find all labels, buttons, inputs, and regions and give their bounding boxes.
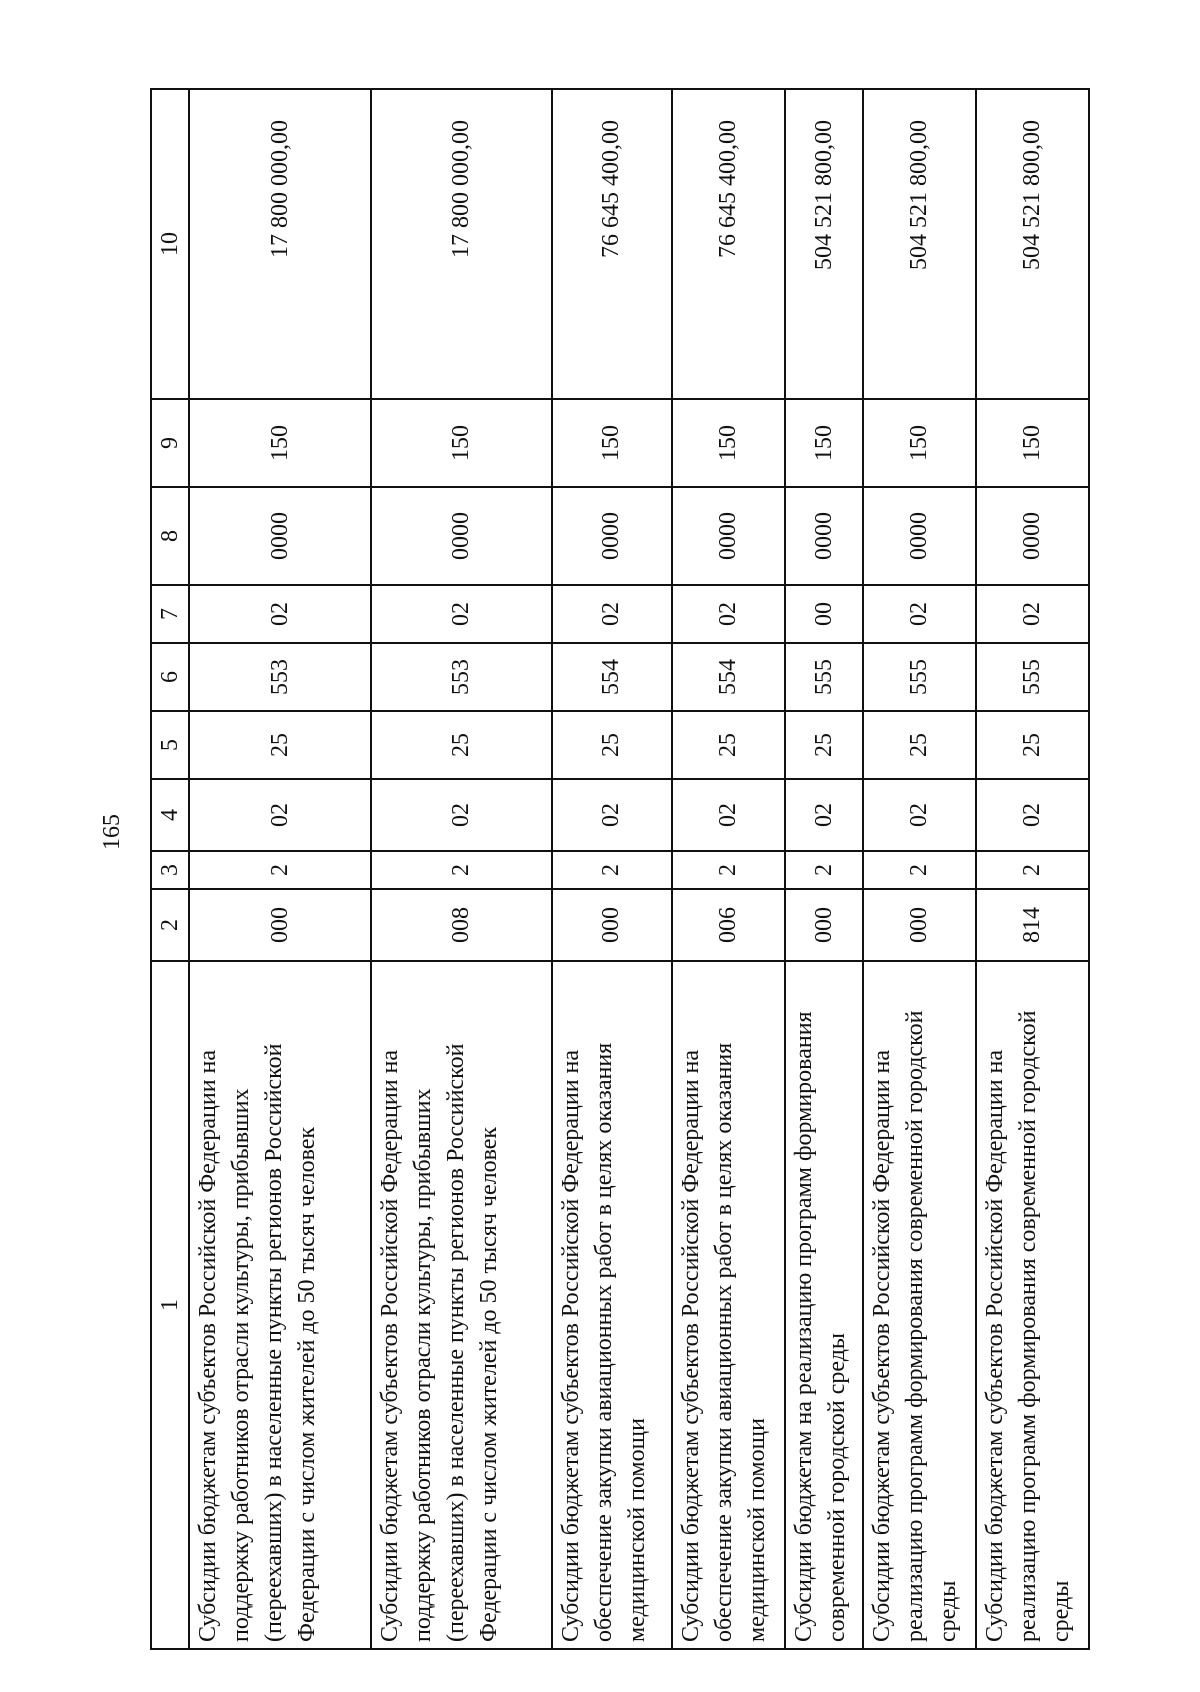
code-program: 0000: [552, 487, 672, 585]
code-subarticle: 554: [552, 643, 672, 711]
code-subarticle: 555: [785, 643, 862, 711]
code-subgroup: 02: [785, 779, 862, 851]
code-group: 2: [785, 851, 862, 889]
column-header: 4: [151, 779, 189, 851]
code-economic: 150: [371, 399, 551, 487]
code-admin: 000: [552, 889, 672, 961]
page-number: 165: [99, 814, 125, 850]
column-header: 5: [151, 711, 189, 779]
amount: 17 800 000,00: [189, 89, 371, 399]
code-economic: 150: [785, 399, 862, 487]
code-subarticle: 555: [863, 643, 977, 711]
code-admin: 006: [672, 889, 786, 961]
table-row: [552, 89, 672, 1649]
amount: 76 645 400,00: [672, 89, 786, 399]
code-economic: 150: [863, 399, 977, 487]
code-program: 0000: [976, 487, 1089, 585]
row-description: Субсидии бюджетам субъектов Российской Федерации на реализацию программ формирования современной городской среды: [863, 961, 977, 1649]
row-description: Субсидии бюджетам субъектов Российской Федерации на обеспечение закупки авиационных работ в целях оказания медицинской помощи: [672, 961, 786, 1649]
code-element: 02: [552, 585, 672, 643]
code-element: 02: [189, 585, 371, 643]
code-group: 2: [976, 851, 1089, 889]
amount: 76 645 400,00: [552, 89, 672, 399]
column-header: 9: [151, 399, 189, 487]
code-subarticle: 554: [672, 643, 786, 711]
table-row: [371, 89, 551, 1649]
code-program: 0000: [189, 487, 371, 585]
code-article: 25: [785, 711, 862, 779]
code-admin: 008: [371, 889, 551, 961]
code-article: 25: [552, 711, 672, 779]
rotated-table-container: [150, 90, 1090, 1650]
table-row: [976, 89, 1089, 1649]
code-group: 2: [371, 851, 551, 889]
column-header: 3: [151, 851, 189, 889]
code-subgroup: 02: [976, 779, 1089, 851]
code-economic: 150: [552, 399, 672, 487]
code-program: 0000: [785, 487, 862, 585]
row-description: Субсидии бюджетам субъектов Российской Федерации на поддержку работников отрасли культуры, прибывших (переехавших) в населенные пункты регионов Российской Федерации с числом жителей до 50 тысяч человек: [371, 961, 551, 1649]
code-group: 2: [863, 851, 977, 889]
code-economic: 150: [976, 399, 1089, 487]
column-header: 1: [151, 961, 189, 1649]
amount: 504 521 800,00: [785, 89, 862, 399]
table-row: [863, 89, 977, 1649]
code-group: 2: [672, 851, 786, 889]
code-element: 02: [672, 585, 786, 643]
code-program: 0000: [672, 487, 786, 585]
code-article: 25: [189, 711, 371, 779]
code-group: 2: [552, 851, 672, 889]
code-program: 0000: [863, 487, 977, 585]
column-header: 6: [151, 643, 189, 711]
code-program: 0000: [371, 487, 551, 585]
code-element: 02: [371, 585, 551, 643]
code-subgroup: 02: [371, 779, 551, 851]
code-article: 25: [371, 711, 551, 779]
code-group: 2: [189, 851, 371, 889]
table-row: [785, 89, 862, 1649]
code-admin: 000: [785, 889, 862, 961]
row-description: Субсидии бюджетам субъектов Российской Федерации на обеспечение закупки авиационных работ в целях оказания медицинской помощи: [552, 961, 672, 1649]
code-admin: 000: [189, 889, 371, 961]
code-subgroup: 02: [552, 779, 672, 851]
code-subarticle: 553: [189, 643, 371, 711]
row-description: Субсидии бюджетам субъектов Российской Федерации на поддержку работников отрасли культуры, прибывших (переехавших) в населенные пункты регионов Российской Федерации с числом жителей до 50 тысяч человек: [189, 961, 371, 1649]
code-subgroup: 02: [672, 779, 786, 851]
header-row: [151, 89, 189, 1649]
code-subarticle: 555: [976, 643, 1089, 711]
row-description: Субсидии бюджетам субъектов Российской Федерации на реализацию программ формирования современной городской среды: [976, 961, 1089, 1649]
code-admin: 814: [976, 889, 1089, 961]
budget-table: [150, 88, 1090, 1650]
code-admin: 000: [863, 889, 977, 961]
row-description: Субсидии бюджетам на реализацию программ формирования современной городской среды: [785, 961, 862, 1649]
code-element: 02: [863, 585, 977, 643]
amount: 17 800 000,00: [371, 89, 551, 399]
code-article: 25: [672, 711, 786, 779]
code-subarticle: 553: [371, 643, 551, 711]
code-element: 00: [785, 585, 862, 643]
column-header: 7: [151, 585, 189, 643]
table-row: [672, 89, 786, 1649]
code-element: 02: [976, 585, 1089, 643]
code-article: 25: [976, 711, 1089, 779]
code-article: 25: [863, 711, 977, 779]
code-subgroup: 02: [189, 779, 371, 851]
amount: 504 521 800,00: [976, 89, 1089, 399]
column-header: 8: [151, 487, 189, 585]
column-header: 2: [151, 889, 189, 961]
code-economic: 150: [189, 399, 371, 487]
amount: 504 521 800,00: [863, 89, 977, 399]
code-subgroup: 02: [863, 779, 977, 851]
column-header: 10: [151, 89, 189, 399]
table-row: [189, 89, 371, 1649]
code-economic: 150: [672, 399, 786, 487]
